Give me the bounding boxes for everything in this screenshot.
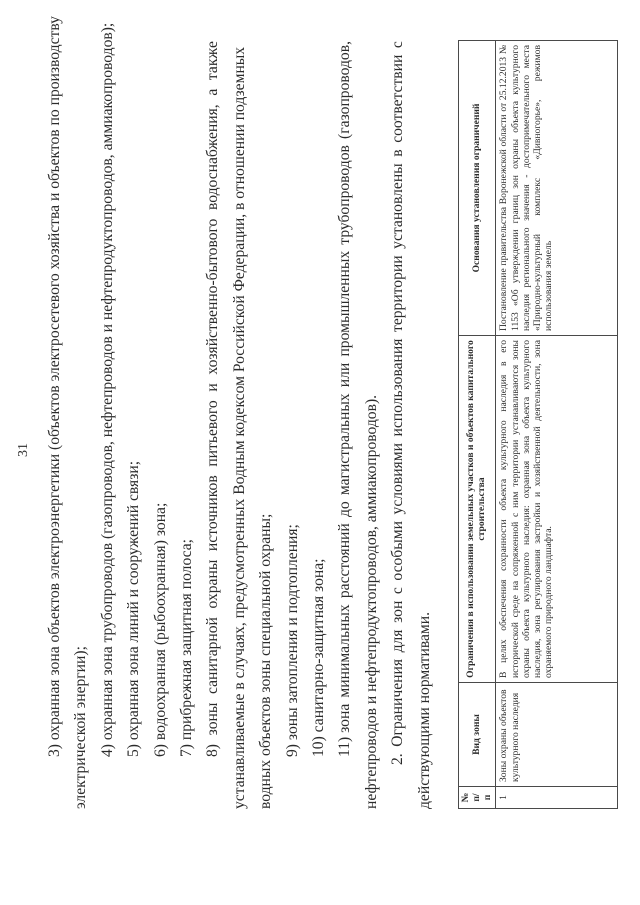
word: с (389, 587, 407, 595)
page-number: 31 (16, 443, 31, 457)
word: до (336, 501, 354, 518)
word: хозяйственно-бытового (204, 218, 222, 375)
list-item-5: 5) охранная зона линий и сооружений связи; (125, 460, 143, 757)
header-restrictions: Ограничения в использовании земельных участков и объектов капитального строительства (459, 336, 496, 683)
word: 11) зона (336, 703, 354, 757)
word: зоны (204, 702, 222, 736)
cell-zone-type: Зоны охраны объектов культурного наследия (496, 683, 618, 787)
word: охраны (204, 559, 222, 609)
table-header-row (459, 41, 496, 809)
word: минимальных (336, 604, 354, 698)
word: или (336, 362, 354, 388)
cell-basis: Постановление правительства Воронежской области от 25.12.2013 № 1153 «Об утверждении границ зон охраны объекта культурного наследия регионального значения - достопримечательного места «Природно-культурный комплекс «Дивногорье», режимов использования земель (496, 41, 618, 336)
header-basis: Основания установления ограничений (459, 41, 496, 336)
word: 8) (204, 744, 222, 757)
list-item-3: 3) охранная зона объектов электроэнергетики (объектов электросетевого хозяйства и объектов по производству (46, 16, 63, 757)
word: магистральных (336, 393, 354, 496)
header-number: № п/п (459, 787, 496, 809)
word: условиями (389, 443, 407, 515)
list-item-8-cont-a: устанавливаемые в случаях, предусмотренных Водным кодексом Российской Федерации, в отношении подземных (230, 46, 248, 809)
word: и (204, 383, 222, 392)
list-item-9: 9) зоны затопления и подтопления; (283, 524, 301, 757)
word: трубопроводов (336, 145, 354, 245)
list-item-6: 6) водоохранная (рыбоохранная) зона; (151, 502, 169, 757)
word: зон (389, 600, 407, 623)
word: 2. (389, 753, 407, 765)
list-item-11-cont: нефтепроводов и нефтепродуктопроводов, аммиакопроводов). (362, 394, 380, 809)
word: Ограничения (389, 659, 407, 747)
word: расстояний (336, 523, 354, 599)
word: в (389, 149, 407, 157)
word: (газопроводов, (336, 41, 354, 139)
word: источников (204, 475, 222, 552)
word: соответствии (389, 54, 407, 143)
word: питьевого (204, 400, 222, 467)
header-zone-type: Вид зоны (459, 683, 496, 787)
word: территории (389, 255, 407, 332)
list-item-11 (332, 41, 358, 809)
list-item-3-cont: электрической энергии); (72, 646, 90, 809)
word: а (204, 88, 222, 96)
list-item-7: 7) прибрежная защитная полоса; (178, 539, 196, 757)
word: также (204, 41, 222, 81)
cell-restrictions: В целях обеспечения сохранности объекта культурного наследия в его исторической среде на сопряженной с ним территории устанавливаются зоны охраны объекта культурного наследия: охранная зона объекта культурного наследия, зона регулирования застройки и хозяйственной деятельности, зона охраняемого природного ландшафта. (496, 336, 618, 683)
paragraph-2 (385, 41, 411, 809)
word: особыми (389, 521, 407, 581)
body-text (42, 16, 438, 809)
paragraph-2-cont: действующими нормативами. (415, 611, 433, 809)
word: санитарной (204, 617, 222, 695)
list-item-8 (200, 41, 226, 809)
cell-number: 1 (496, 787, 618, 809)
word: с (389, 41, 407, 49)
list-item-4: 4) охранная зона трубопроводов (газопроводов, нефтепроводов и нефтепродуктопроводов, аммиакопроводов); (98, 22, 116, 757)
word: водоснабжения, (204, 104, 222, 211)
word: установлены (389, 163, 407, 249)
list-item-8-cont-b: водных объектов зоны специальной охраны; (257, 513, 275, 809)
word: использования (389, 338, 407, 437)
word: для (389, 629, 407, 653)
table-row (496, 41, 618, 809)
word: промышленных (336, 250, 354, 357)
list-item-10: 10) санитарно-защитная зона; (310, 558, 328, 757)
restrictions-table (458, 40, 618, 809)
